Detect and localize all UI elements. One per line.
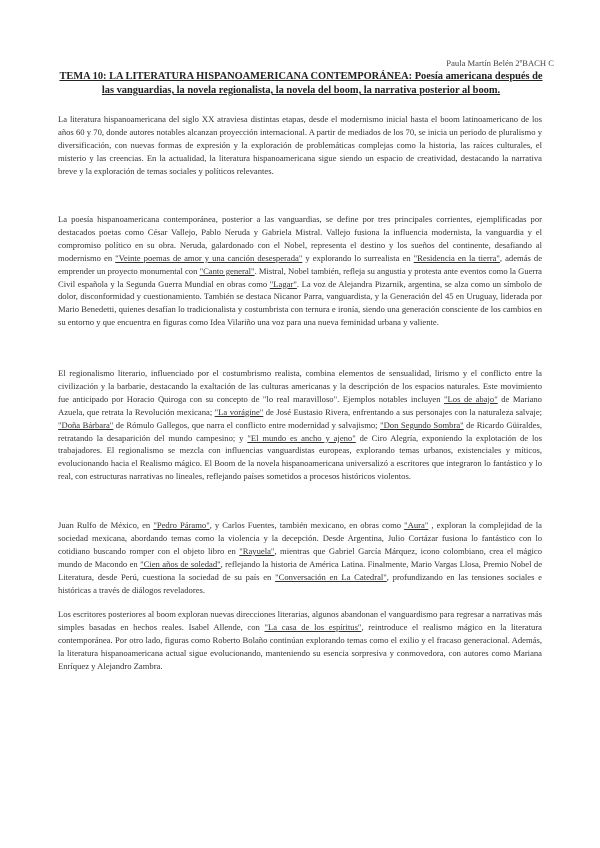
paragraph-text: Juan Rulfo de México, en — [58, 520, 154, 530]
paragraph-text: . La voz de Alejandra Pizarnik, argentina, se alza como un símbolo de dolor, disconformidad y cuestionamiento. También se destaca Nicanor Parra, vanguardista, y la Generación del 45 en Uruguay, liderada por Mario Benedetti, quienes desafían lo tradicionalista y costumbrista con ternura e ironía, siendo una generación consciente de los cambios en su entorno y que encuentra en figuras como Idea Vilariño una voz para una nueva feminidad urbana y valiente. — [58, 278, 542, 328]
work-title-ref: "Los de abajo" — [444, 393, 498, 404]
author-line: Paula Martín Belén 2ºBACH C — [446, 58, 554, 68]
work-title-ref: "La vorágine" — [214, 406, 264, 417]
work-title-ref: "Veinte poemas de amor y una canción desesperada" — [115, 252, 303, 263]
work-title-ref: "Cien años de soledad" — [140, 558, 221, 569]
work-title-ref: "Rayuela" — [239, 545, 275, 556]
paragraph-text: , reintroduce el realismo mágico en la literatura contemporánea. Por otro lado, figuras como Roberto Bolaño continúan explorando temas como el exilio y el fracaso generacional. Además, la literatura hispanoamericana actual sigue evolucionando, manteniendo su esencia sorpresiva y conmovedora, con autores como Mariana Enríquez y Alejandro Zambra. — [58, 621, 542, 671]
work-title-ref: "Canto general" — [199, 265, 255, 276]
work-title-ref: "Doña Bárbara" — [58, 419, 114, 430]
paragraph-boom — [58, 519, 542, 596]
work-title-ref: "Conversación en La Catedral" — [275, 571, 387, 582]
title-rest: Poesía americana después de las vanguardias, la novela regionalista, la novela del boom, la narrativa posterior al boom. — [101, 71, 543, 96]
paragraph-text: , profundizando en las tensiones sociales e históricas a través de diálogos reveladores. — [58, 571, 542, 595]
work-title-ref: "Pedro Páramo" — [153, 520, 210, 530]
paragraph-text: . Mistral, Nobel también, refleja su angustia y protesta ante eventos como la Guerra Civil española y la Segunda Guerra Mundial en obras como — [58, 265, 543, 289]
work-title-ref: "Lagar" — [269, 278, 297, 289]
paragraph-intro — [58, 113, 542, 178]
paragraph-text: , mientras que Gabriel García Márquez, icono colombiano, crea el mágico mundo de Macondo en — [58, 545, 542, 569]
paragraph-text: de Ricardo Güiraldes, retratando la desaparición del mundo campesino; y — [58, 419, 542, 443]
paragraph-post-boom — [58, 608, 542, 673]
work-title-ref: "Don Segundo Sombra" — [380, 419, 464, 430]
paragraph-text: de Ciro Alegría, exponiendo la explotación de los trabajadores. El regionalismo se mezcla con influencias vanguardistas europeas, explorando temas urbanos, existenciales y míticos, evolucionando hacia el Realismo mágico. El Boom de la novela hispanoamericana universalizó a escritores que integraron lo fantástico y lo real, con estructuras narrativas no lineales, reflejando países sometidos a procesos históricos violentos. — [58, 432, 543, 482]
work-title-ref: "La casa de los espíritus" — [264, 621, 362, 632]
paragraph-text: El regionalismo literario, influenciado por el costumbrismo realista, combina elementos de sensualidad, lirismo y el conflicto entre la civilización y la barbarie, destacando la exaltación de las culturas americanas y la descripción de los espacios naturales. Este movimiento fue anticipado por Horacio Quiroga con su concepto de "lo real maravilloso". Ejemplos notables incluyen — [58, 368, 542, 404]
paragraph-text: de José Eustasio Rivera, enfrentando a sus personajes con la naturaleza salvaje; — [263, 406, 543, 417]
paragraph-text: La literatura hispanoamericana del siglo XX atraviesa distintas etapas, desde el modernismo inicial hasta el boom latinoamericano de los años 60 y 70, donde autores notables alcanzan proyección internacional. A partir de mediados de los 70, se inicia un periodo de pluralismo y diversificación, con nuevas formas de expresión y la exploración de problemáticas complejas como la historia, las raíces culturales, el misterio y las creencias. En la actualidad, la literatura hispanoamericana sigue siendo un espacio de creatividad, destacando la narrativa breve y la exploración de temas sociales y políticos relevantes. — [58, 114, 542, 176]
work-title-ref: "Aura" — [404, 520, 429, 530]
paragraph-text: La poesía hispanoamericana contemporánea, posterior a las vanguardias, se define por tres principales corrientes, ejemplificadas por destacados poetas como César Vallejo, Pablo Neruda y Gabriela Mistral. Vallejo fusiona la influencia modernista, la vanguardia y el compromiso político en su obra. Neruda, galardonado con el Nobel, representa el destino y los sueños del continente, desafiando al modernismo en — [58, 214, 542, 263]
paragraph-text: , reflejando la historia de América Latina. Finalmente, Mario Vargas Llosa, Premio Nobel de Literatura, desde Perú, cuestiona la sociedad de su país en — [58, 558, 543, 582]
paragraph-text: de Rómulo Gallegos, que narra el conflicto entre modernidad y salvajismo; — [113, 419, 381, 430]
work-title-ref: "Residencia en la tierra" — [413, 252, 500, 263]
document-title — [56, 70, 546, 98]
paragraph-poetry — [58, 213, 542, 329]
paragraph-regionalism — [58, 367, 542, 483]
paragraph-text: , además de emprender un proyecto monumental con — [58, 252, 543, 276]
paragraph-text: de Mariano Azuela, que retrata la Revolución mexicana; — [58, 393, 542, 417]
work-title-ref: "El mundo es ancho y ajeno" — [247, 432, 356, 443]
paragraph-text: , y Carlos Fuentes, también mexicano, en obras como — [209, 520, 405, 530]
paragraph-text: Los escritores posteriores al boom exploran nuevas direcciones literarias, algunos abandonan el vanguardismo para regresar a narrativas más simples basadas en hechos reales. Isabel Allende, con — [58, 609, 542, 632]
title-prefix: TEMA 10: LA LITERATURA HISPANOAMERICANA CONTEMPORÁNEA: — [59, 71, 413, 82]
paragraph-text: , exploran la complejidad de la sociedad mexicana, abordando temas como la violencia y la decepción. Desde Argentina, Julio Cortázar fusiona lo fantástico con lo cotidiano buscando romper con el objeto libro en — [58, 520, 542, 556]
paragraph-text: y explorando lo surrealista en — [302, 252, 414, 263]
